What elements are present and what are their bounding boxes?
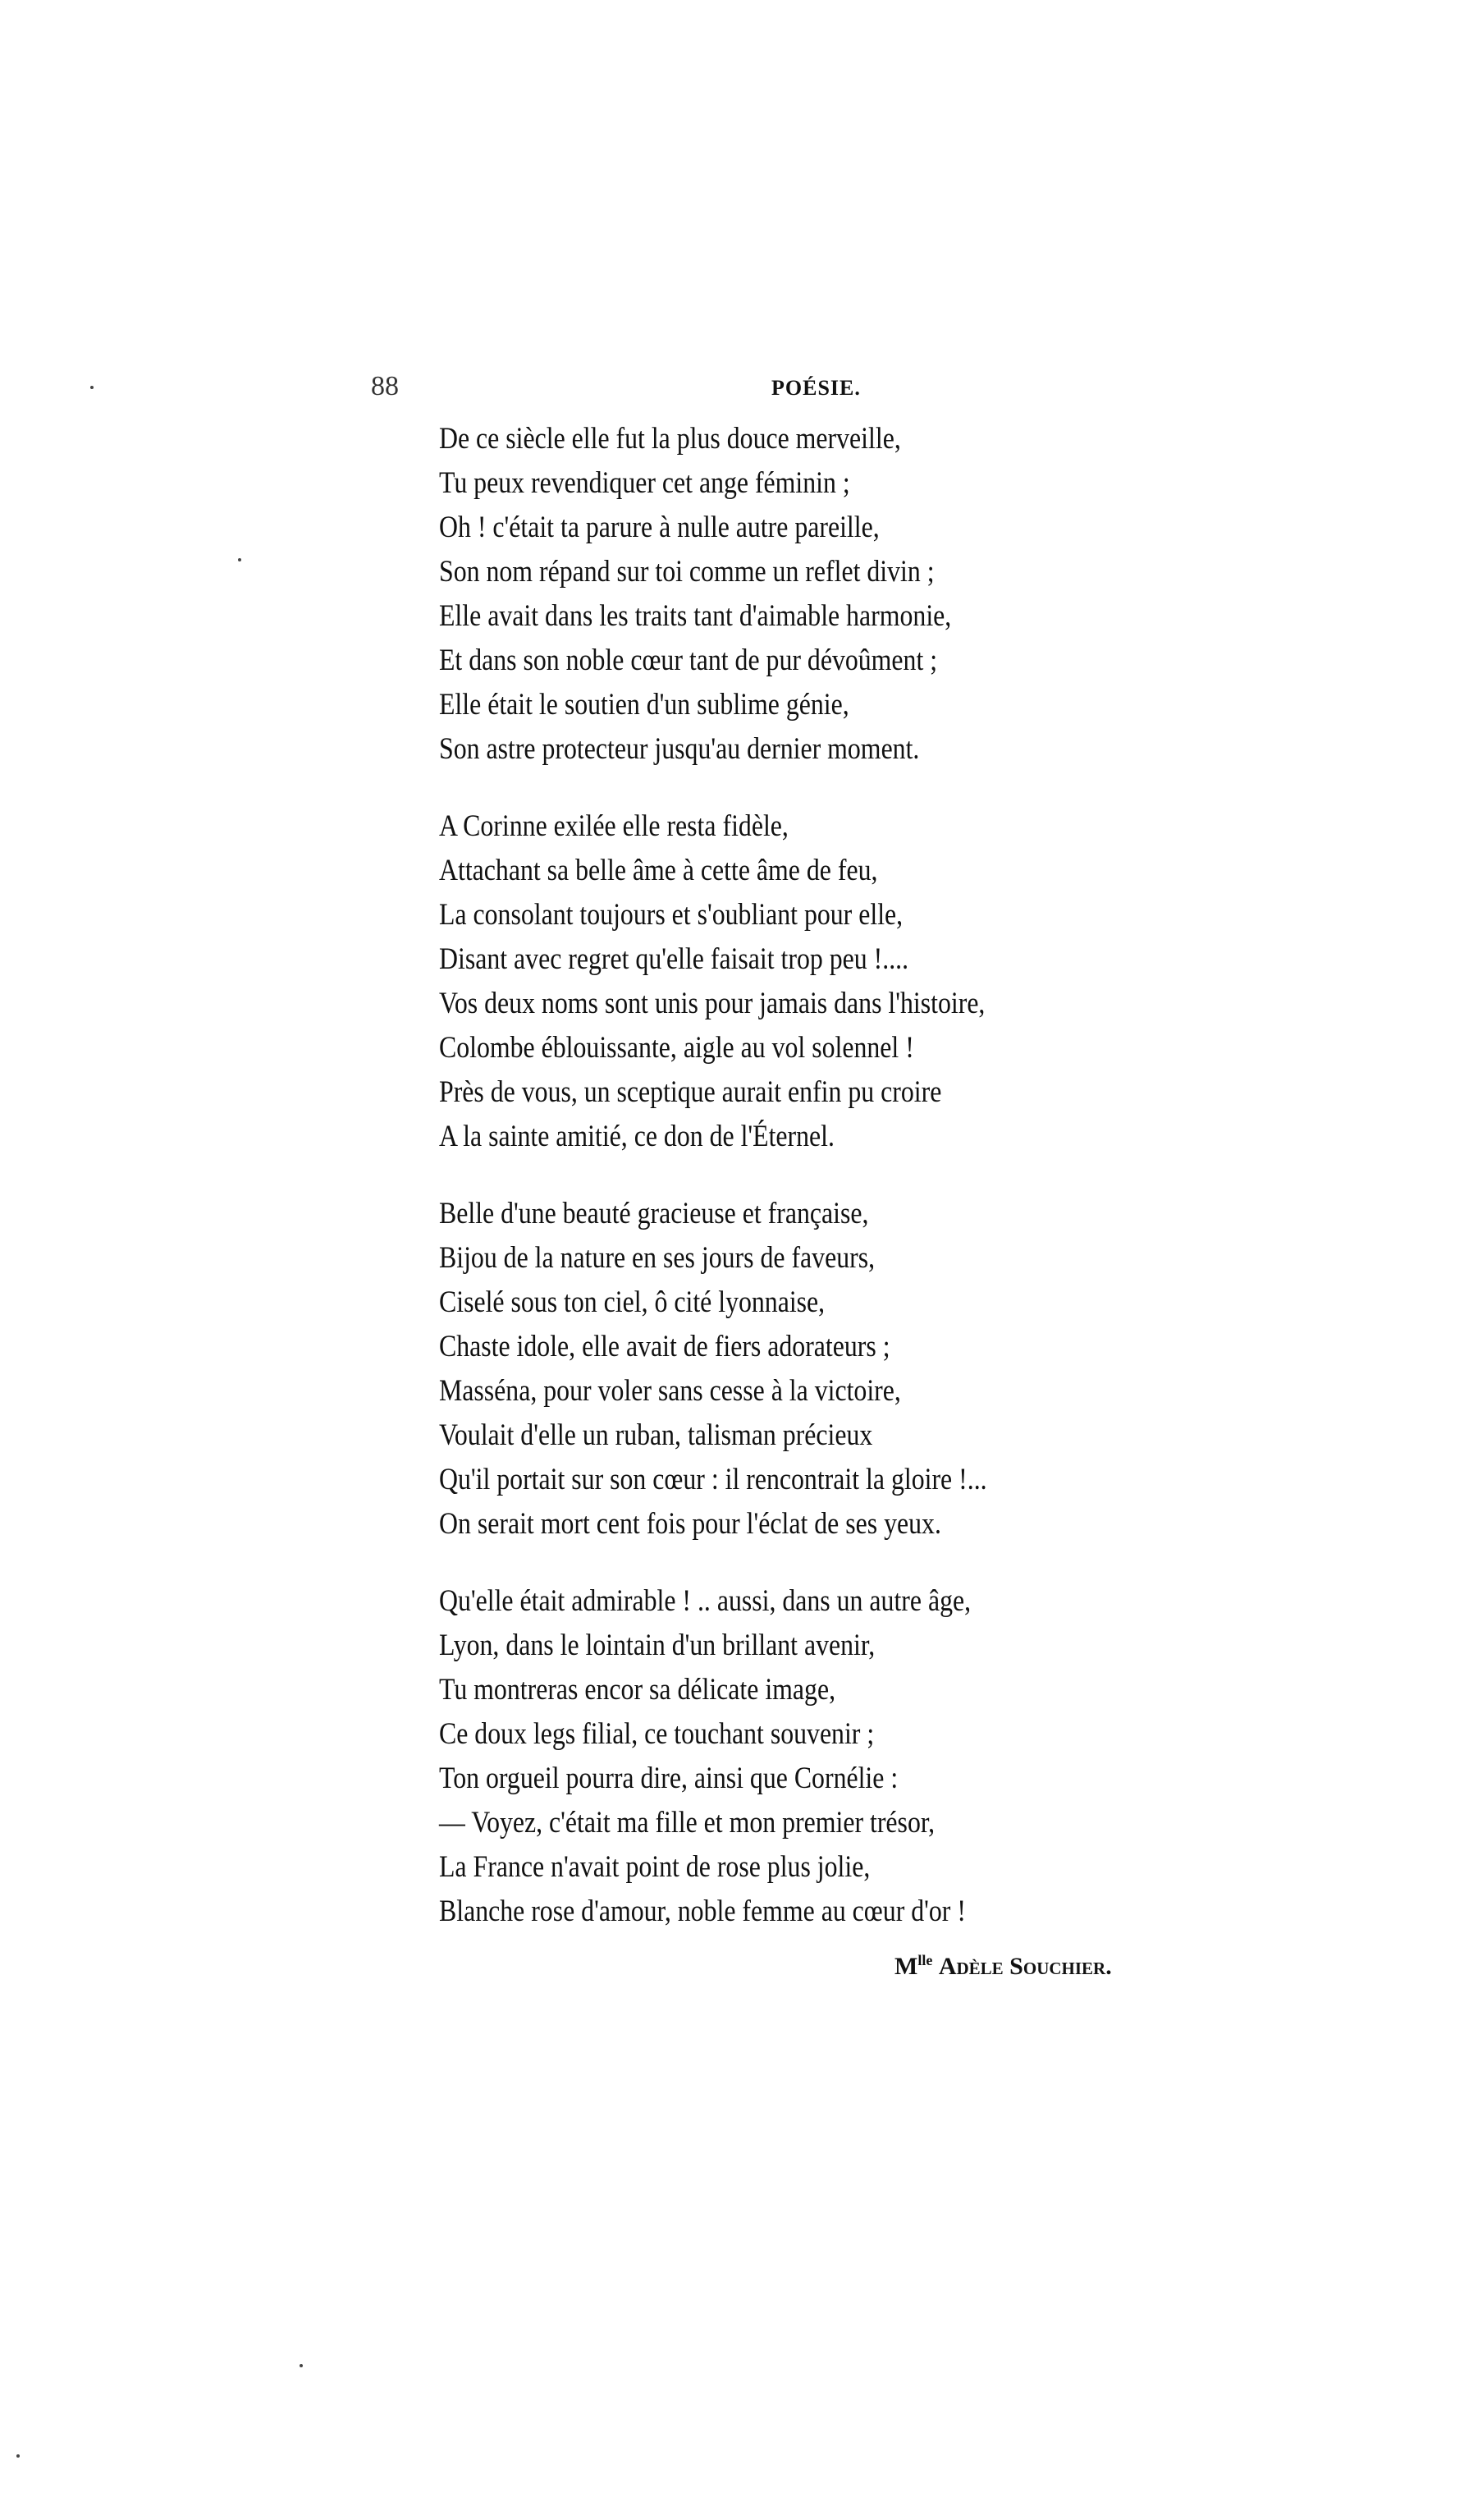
verse-line: Bijou de la nature en ses jours de faveurs, (439, 1241, 876, 1275)
verse-line: Son astre protecteur jusqu'au dernier moment. (439, 732, 920, 766)
signature (894, 1952, 1112, 1981)
speck (16, 2454, 20, 2458)
verse-line: La consolant toujours et s'oubliant pour elle, (439, 898, 904, 932)
verse-line: Oh ! c'était ta parure à nulle autre pareille, (439, 511, 880, 544)
verse-line: Ciselé sous ton ciel, ô cité lyonnaise, (439, 1285, 826, 1319)
stanza (439, 1192, 1342, 1546)
speck (238, 558, 241, 561)
verse-line: Elle avait dans les traits tant d'aimable harmonie, (439, 599, 952, 633)
verse-line: Tu peux revendiquer cet ange féminin ; (439, 466, 850, 500)
verse-line: A Corinne exilée elle resta fidèle, (439, 809, 789, 843)
verse-line: Colombe éblouissante, aigle au vol solennel ! (439, 1031, 914, 1065)
verse-line: Blanche rose d'amour, noble femme au cœur d'or ! (439, 1895, 966, 1928)
verse-line: Masséna, pour voler sans cesse à la victoire, (439, 1374, 901, 1408)
signature-title: M (894, 1953, 918, 1980)
poem (439, 417, 1342, 1967)
verse-line: Elle était le soutien d'un sublime génie, (439, 688, 849, 722)
speck (90, 386, 94, 389)
verse-line: Attachant sa belle âme à cette âme de feu, (439, 854, 878, 887)
verse-line: Près de vous, un sceptique aurait enfin pu croire (439, 1075, 942, 1109)
speck (300, 2364, 303, 2367)
verse-line: On serait mort cent fois pour l'éclat de ses yeux. (439, 1507, 941, 1541)
verse-line: Voulait d'elle un ruban, talisman précieux (439, 1418, 873, 1452)
verse-line: — Voyez, c'était ma fille et mon premier trésor, (439, 1806, 936, 1840)
verse-line: Lyon, dans le lointain d'un brillant avenir, (439, 1629, 876, 1662)
verse-line: Ce doux legs filial, ce touchant souvenir ; (439, 1717, 875, 1751)
verse-line: Ton orgueil pourra dire, ainsi que Cornélie : (439, 1762, 899, 1795)
verse-line: Disant avec regret qu'elle faisait trop peu !.... (439, 942, 909, 976)
verse-line: A la sainte amitié, ce don de l'Éternel. (439, 1120, 835, 1153)
running-title: POÉSIE. (771, 376, 861, 400)
verse-line: Son nom répand sur toi comme un reflet divin ; (439, 555, 935, 589)
stanza (439, 1579, 1342, 1934)
verse-line: Qu'elle était admirable ! .. aussi, dans un autre âge, (439, 1584, 972, 1618)
verse-line: Qu'il portait sur son cœur : il rencontrait la gloire !... (439, 1463, 987, 1496)
stanza (439, 804, 1342, 1159)
signature-title-sup: lle (917, 1952, 933, 1968)
verse-line: Vos deux noms sont unis pour jamais dans l'histoire, (439, 987, 986, 1020)
verse-line: Belle d'une beauté gracieuse et française, (439, 1197, 869, 1230)
verse-line: Chaste idole, elle avait de fiers adorateurs ; (439, 1330, 890, 1363)
verse-line: Tu montreras encor sa délicate image, (439, 1673, 836, 1707)
signature-name: Adèle Souchier. (938, 1953, 1112, 1980)
stanza (439, 417, 1342, 772)
verse-line: De ce siècle elle fut la plus douce merveille, (439, 422, 901, 456)
verse-line: Et dans son noble cœur tant de pur dévoûment ; (439, 644, 938, 677)
page-number: 88 (371, 371, 399, 401)
verse-line: La France n'avait point de rose plus jolie, (439, 1850, 871, 1884)
